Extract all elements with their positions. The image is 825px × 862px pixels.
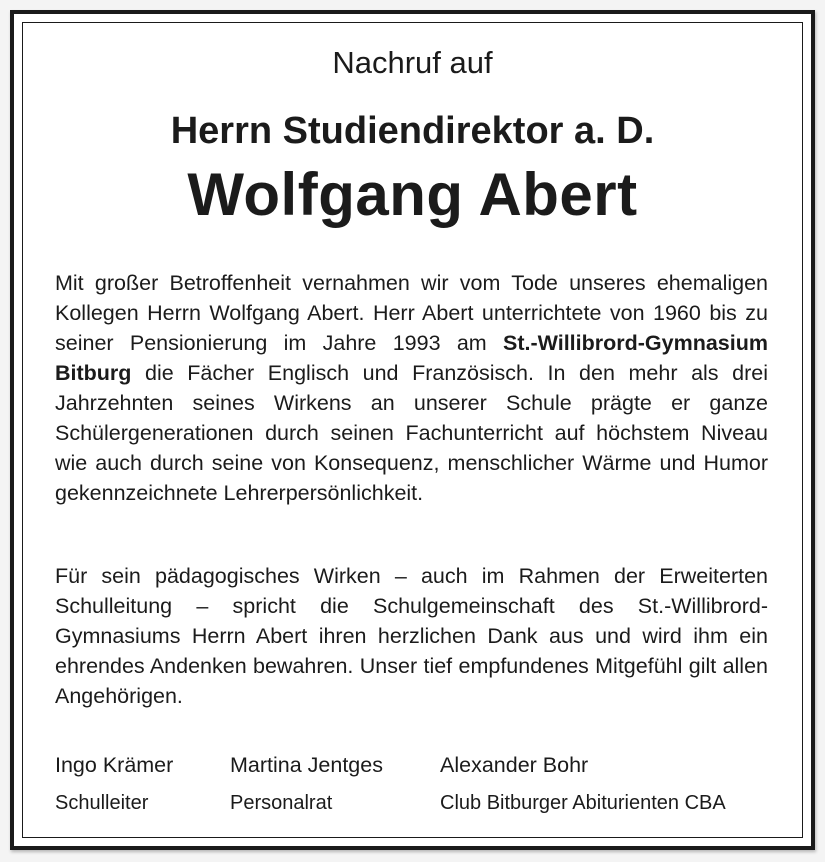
deceased-honorific: Herrn Studiendirektor a. D.	[170, 110, 655, 152]
signatory-role: Club Bitburger Abiturienten CBA	[440, 792, 726, 814]
school-name: St.-Willibrord-Gymnasium Bitburg	[55, 331, 768, 385]
signatory-name: Ingo Krämer	[55, 753, 174, 777]
paragraph-1-text-end: die Fächer Englisch und Französisch. In den mehr als drei Jahrzehnten seines Wirkens an unserer Schule prägte er ganze Schülergenerationen durch seinen Fachunterricht auf höchstem Niveau wie auch durch seine von Konsequenz, menschlicher Wärme und Humor gekennzeichnete Lehrerpersönlichkeit.	[55, 361, 768, 505]
deceased-name: Wolfgang Abert	[187, 161, 638, 228]
signatory-name: Martina Jentges	[230, 753, 383, 777]
paragraph-1-text-start: Mit großer Betroffenheit vernahmen wir vom Tode unseres ehemaligen Kollegen Herrn Wolfgang Abert. Herr Abert unterrichtete von 1960 bis zu seiner Pensionierung im Jahre 1993 am	[55, 271, 768, 355]
signatory-name: Alexander Bohr	[440, 753, 589, 777]
obituary-paragraph-1	[55, 268, 768, 508]
notice-pre-title: Nachruf auf	[332, 45, 493, 80]
signatory-role: Schulleiter	[55, 792, 149, 814]
signatory-role: Personalrat	[230, 792, 333, 814]
obituary-paragraph-2: Für sein pädagogisches Wirken – auch im Rahmen der Erweiterten Schulleitung – spricht die Schulgemeinschaft des St.-Willibrord-Gymnasiums Herrn Abert ihren herzlichen Dank aus und wird ihm ein ehrendes Andenken bewahren. Unser tief empfundenes Mitgefühl gilt allen Angehörigen.	[55, 564, 768, 708]
